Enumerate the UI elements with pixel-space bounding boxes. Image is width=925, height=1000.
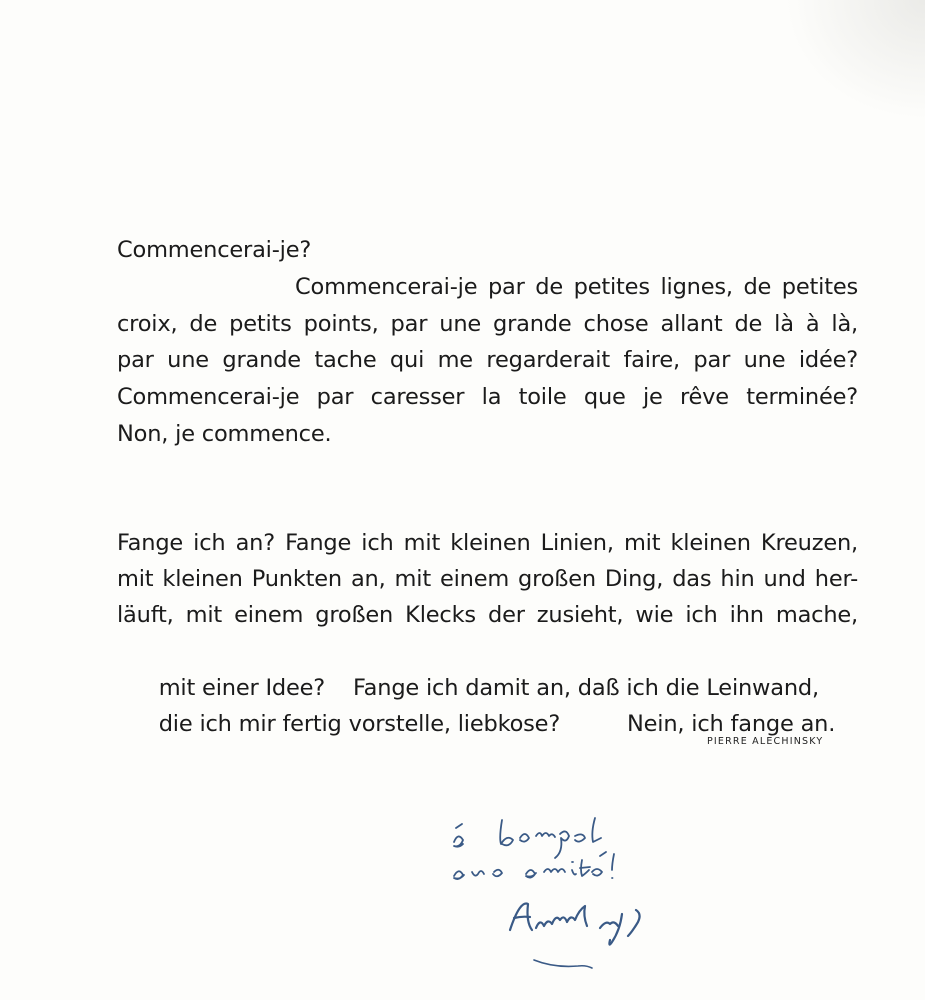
poem-german-line: mit kleinen Punkten an, mit einem großen Ding, das hin und her- [117,566,858,592]
poem-german-line [117,670,858,778]
handwritten-dedication [440,810,740,980]
poem-french-line: Commencerai-je? [117,237,312,263]
poem-german-phrase: Fange ich damit an, daß ich die Leinwand, [353,675,819,701]
author-name: PIERRE ALECHINSKY [707,736,824,747]
page-corner-shadow [785,0,925,120]
poem-french-line: Commencerai-je par caresser la toile que je rêve terminée? [117,384,858,410]
poem-german-phrase: Nein, ich fange an. [627,711,836,737]
poem-french-line: par une grande tache qui me regarderait faire, par une idée? [117,347,858,373]
poem-french-line: croix, de petits points, par une grande chose allant de là à là, [117,311,858,337]
poem-german-phrase: mit einer Idee? [158,675,326,701]
poem-german-phrase: die ich mir fertig vorstelle, liebkose? [158,711,561,737]
poem-german-line: läuft, mit einem großen Klecks der zusieht, wie ich ihn mache, [117,602,858,628]
dedication-line-2-ink [454,852,614,879]
poem-german-line: Fange ich an? Fange ich mit kleinen Linien, mit kleinen Kreuzen, [117,530,858,556]
poem-french-line: Non, je commence. [117,421,332,447]
poem-french-line: Commencerai-je par de petites lignes, de petites [295,274,858,300]
signature-ink [510,904,640,968]
dedication-line-1-ink [454,818,601,858]
